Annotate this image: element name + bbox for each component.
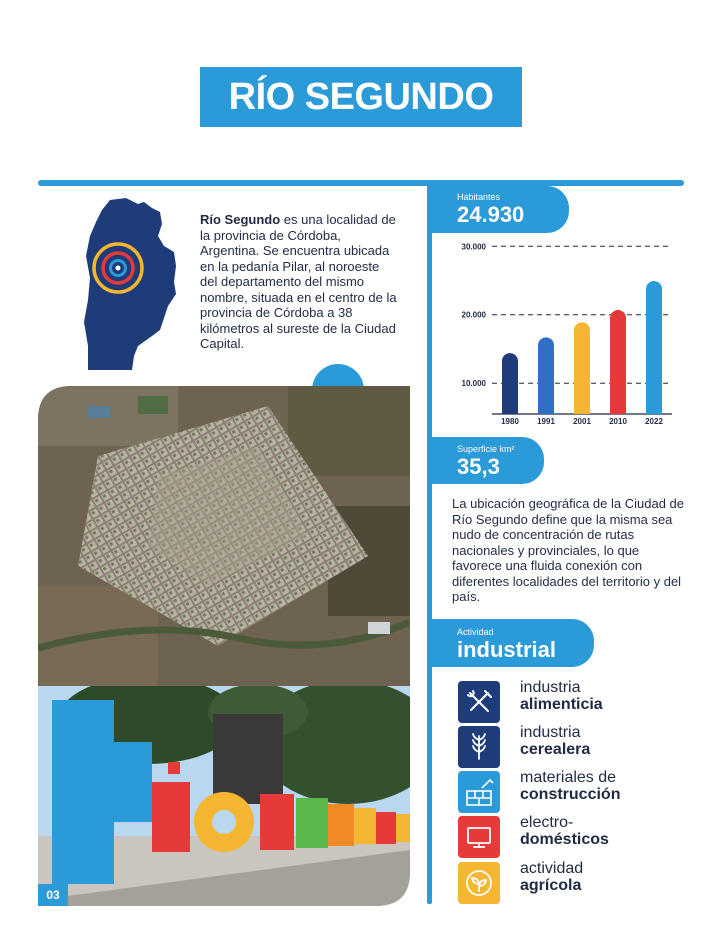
- activity-line1: industria: [520, 724, 581, 741]
- y-tick-label: 10.000: [461, 379, 486, 389]
- top-divider: [38, 180, 684, 186]
- activity-item-alimenticia: [458, 681, 688, 725]
- x-tick-label: 1980: [501, 417, 519, 426]
- activity-line1: actividad: [520, 860, 584, 877]
- activity-line1: electro-: [520, 814, 574, 831]
- bar: [610, 310, 626, 414]
- location-paragraph: La ubicación geográfica de la Ciudad de Río Segundo define que la misma sea nudo de concentración de rutas nacionales y provinciales, lo que favorece una fluida conexión con diferentes localidades del territorio y del país.: [452, 496, 685, 604]
- cordoba-map: [82, 196, 178, 372]
- bar: [502, 353, 518, 414]
- page-number: 03: [38, 884, 68, 906]
- bar: [646, 281, 662, 414]
- page-title: RÍO SEGUNDO: [228, 76, 494, 118]
- population-chart: [444, 236, 676, 432]
- activity-line2: cerealera: [520, 741, 591, 758]
- superficie-pill: [432, 437, 544, 484]
- vertical-divider: [427, 182, 432, 904]
- y-tick-label: 30.000: [461, 242, 486, 252]
- actividad-value: industrial: [457, 637, 557, 662]
- x-tick-label: 2001: [573, 417, 591, 426]
- wheat-icon: [458, 726, 500, 768]
- bar: [538, 337, 554, 414]
- activity-line1: materiales de: [520, 769, 617, 786]
- activity-item-cerealera: [458, 726, 688, 770]
- bar: [574, 322, 590, 414]
- superficie-label: Superficie km²: [457, 444, 515, 454]
- habitantes-label: Habitantes: [457, 192, 501, 202]
- intro-bold: Río Segundo: [200, 212, 281, 227]
- monitor-icon: [458, 816, 500, 858]
- activity-line2: agrícola: [520, 877, 582, 894]
- activity-line1: industria: [520, 679, 581, 696]
- sprout-icon: [458, 862, 500, 904]
- habitantes-value: 24.930: [457, 202, 525, 227]
- utensils-icon: [458, 681, 500, 723]
- habitantes-pill: [432, 186, 569, 233]
- activity-line2: domésticos: [520, 831, 609, 848]
- aerial-photo: [38, 386, 410, 686]
- x-tick-label: 2010: [609, 417, 627, 426]
- activity-line2: construcción: [520, 786, 621, 803]
- y-tick-label: 20.000: [461, 310, 486, 320]
- actividad-pill: [432, 619, 594, 667]
- activity-line2: alimenticia: [520, 696, 603, 713]
- x-tick-label: 1991: [537, 417, 555, 426]
- superficie-value: 35,3: [457, 454, 500, 479]
- x-tick-label: 2022: [645, 417, 663, 426]
- intro-body: es una localidad de la provincia de Córdoba, Argentina. Se encuentra ubicada en la pedanía Pilar, al noroeste del departamento del mismo nombre, situada en el centro de la provincia de Córdoba a 38 kilómetros al sureste de la Ciudad Capital.: [200, 212, 397, 351]
- activity-item-construccion: [458, 771, 688, 815]
- activity-item-electrodomesticos: [458, 816, 688, 860]
- bricks-icon: [458, 771, 500, 813]
- intro-text: [200, 212, 400, 352]
- activity-item-agricola: [458, 862, 688, 906]
- actividad-label: Actividad: [457, 627, 494, 637]
- sign-photo: [38, 686, 410, 906]
